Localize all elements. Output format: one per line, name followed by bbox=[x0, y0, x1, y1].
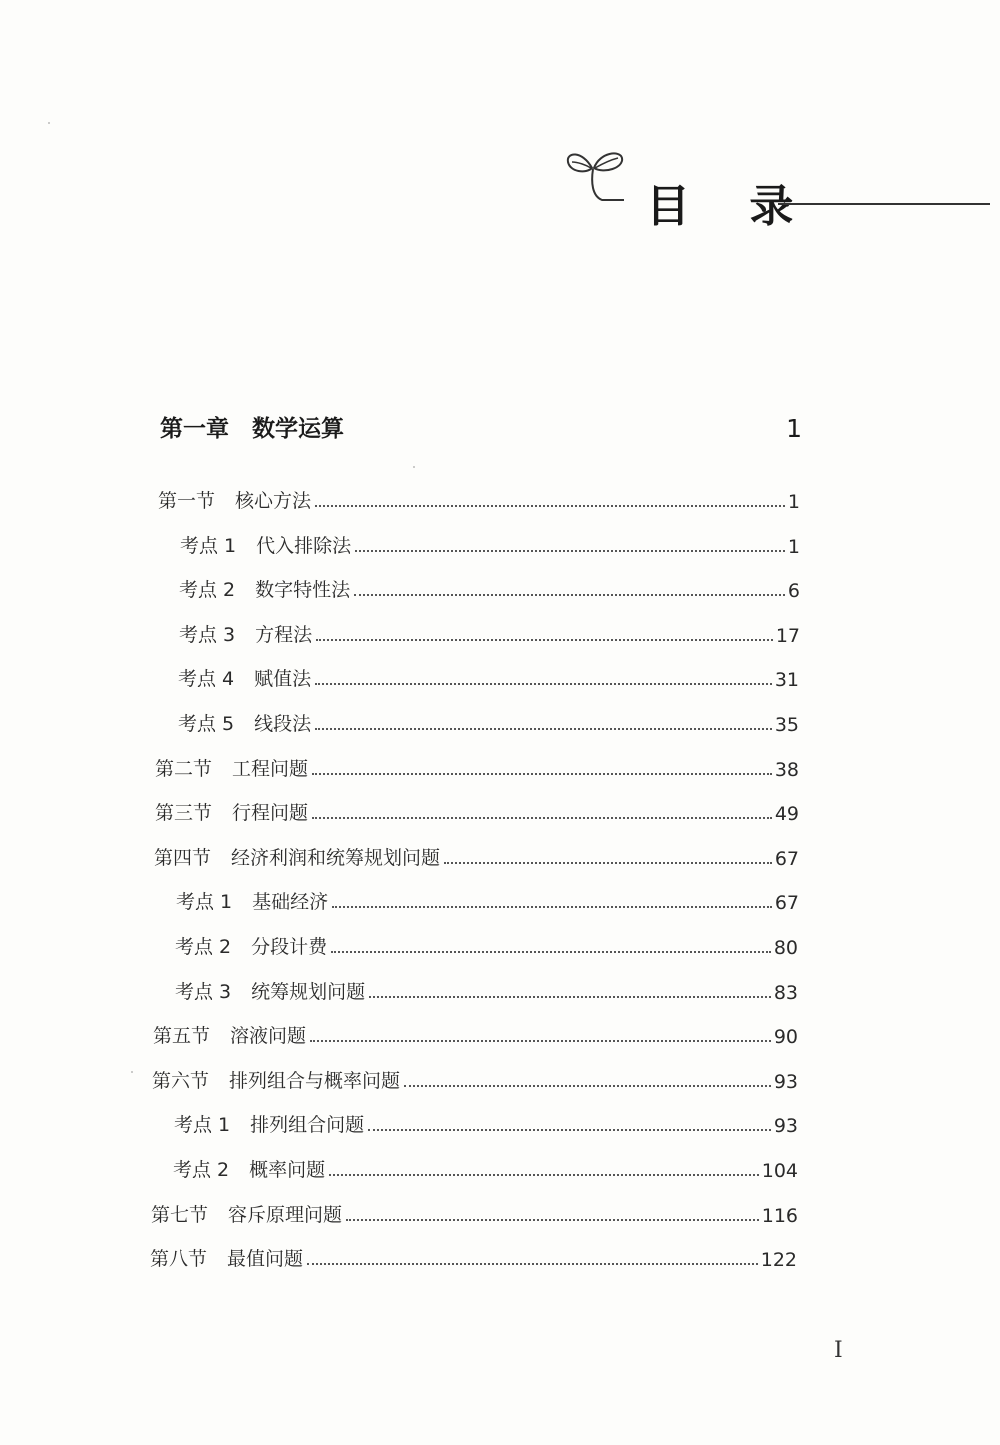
toc-page-number: 1 bbox=[787, 491, 800, 513]
toc-title: 基础经济 bbox=[252, 891, 329, 913]
toc-title: 概率问题 bbox=[249, 1159, 326, 1181]
toc-number: 考点 5 bbox=[178, 713, 235, 735]
toc-number: 第八节 bbox=[150, 1248, 208, 1270]
toc-title: 排列组合与概率问题 bbox=[229, 1070, 401, 1092]
chapter-page: 1 bbox=[786, 414, 802, 443]
toc-subsection-row bbox=[179, 572, 800, 602]
dot-leader bbox=[315, 505, 785, 507]
toc-title: 数字特性法 bbox=[255, 579, 351, 601]
toc-page-number: 104 bbox=[761, 1160, 798, 1182]
toc-title: 核心方法 bbox=[235, 490, 312, 512]
dot-leader bbox=[312, 773, 772, 775]
toc-page-number: 31 bbox=[774, 669, 799, 691]
toc-subsection-row bbox=[178, 661, 799, 691]
toc-number: 考点 1 bbox=[180, 535, 237, 557]
toc-title: 方程法 bbox=[255, 624, 313, 646]
toc-number: 考点 1 bbox=[176, 891, 233, 913]
toc-page-number: 116 bbox=[761, 1205, 798, 1227]
dot-leader bbox=[369, 996, 771, 998]
toc-title: 赋值法 bbox=[254, 668, 312, 690]
toc-number: 考点 3 bbox=[175, 981, 232, 1003]
toc-page-number: 80 bbox=[773, 937, 798, 959]
dot-leader bbox=[404, 1085, 771, 1087]
dot-leader bbox=[368, 1129, 771, 1131]
dot-leader bbox=[355, 550, 785, 552]
toc-page-number: 93 bbox=[773, 1071, 798, 1093]
toc-page-number: 6 bbox=[787, 580, 800, 602]
dot-leader bbox=[316, 639, 773, 641]
chapter-label: 第一章 数学运算 bbox=[160, 416, 344, 442]
toc-section-row bbox=[158, 483, 800, 513]
dot-leader bbox=[310, 1040, 771, 1042]
toc-number: 考点 3 bbox=[179, 624, 236, 646]
dot-leader bbox=[315, 683, 772, 685]
toc-page-number: 35 bbox=[774, 714, 799, 736]
toc-subsection-row bbox=[178, 706, 799, 736]
toc-title: 分段计费 bbox=[251, 936, 328, 958]
toc-subsection-row bbox=[179, 617, 800, 647]
toc-title: 线段法 bbox=[254, 713, 312, 735]
toc-number: 考点 2 bbox=[173, 1159, 230, 1181]
toc-page-number: 17 bbox=[775, 625, 800, 647]
dot-leader bbox=[329, 1174, 759, 1176]
dot-leader bbox=[331, 951, 771, 953]
toc-section-row bbox=[152, 1063, 798, 1093]
toc-page-number: 93 bbox=[773, 1115, 798, 1137]
dot-leader bbox=[354, 594, 785, 596]
toc-section-row bbox=[154, 840, 799, 870]
toc-number: 第二节 bbox=[155, 758, 213, 780]
toc-title: 经济利润和统筹规划问题 bbox=[231, 847, 441, 869]
toc-subsection-row bbox=[176, 884, 799, 914]
toc-number: 考点 2 bbox=[179, 579, 236, 601]
page-title: 目 录 bbox=[646, 181, 816, 232]
toc-title: 工程问题 bbox=[232, 758, 309, 780]
toc-number: 考点 1 bbox=[174, 1114, 231, 1136]
scan-speck bbox=[48, 122, 50, 124]
toc-subsection-row bbox=[175, 974, 798, 1004]
toc-number: 考点 4 bbox=[178, 668, 235, 690]
dot-leader bbox=[332, 906, 772, 908]
dot-leader bbox=[315, 728, 772, 730]
toc-number: 第五节 bbox=[153, 1025, 211, 1047]
dot-leader bbox=[307, 1263, 758, 1265]
toc-number: 第一节 bbox=[158, 490, 216, 512]
page-number: I bbox=[834, 1338, 843, 1363]
toc-section-row bbox=[155, 751, 799, 781]
toc-title: 最值问题 bbox=[227, 1248, 304, 1270]
toc-title: 溶液问题 bbox=[230, 1025, 307, 1047]
toc-number: 考点 2 bbox=[175, 936, 232, 958]
dot-leader bbox=[346, 1219, 759, 1221]
toc-page-number: 1 bbox=[787, 536, 800, 558]
toc-number: 第四节 bbox=[154, 847, 212, 869]
toc-page-number: 38 bbox=[774, 759, 799, 781]
toc-section-row bbox=[155, 795, 799, 825]
toc-page-number: 67 bbox=[774, 848, 799, 870]
scan-speck bbox=[131, 1071, 133, 1073]
toc-page-number: 67 bbox=[774, 892, 799, 914]
dot-leader bbox=[312, 817, 772, 819]
toc-subsection-row bbox=[175, 929, 798, 959]
toc-title: 代入排除法 bbox=[256, 535, 352, 557]
toc-number: 第六节 bbox=[152, 1070, 210, 1092]
toc-title: 容斥原理问题 bbox=[228, 1204, 343, 1226]
scan-speck bbox=[413, 466, 415, 468]
toc-subsection-row bbox=[173, 1152, 798, 1182]
toc-title: 统筹规划问题 bbox=[251, 981, 366, 1003]
toc-page-number: 49 bbox=[774, 803, 799, 825]
toc-section-row bbox=[150, 1241, 797, 1271]
toc-title: 排列组合问题 bbox=[250, 1114, 365, 1136]
toc-number: 第三节 bbox=[155, 802, 213, 824]
toc-title: 行程问题 bbox=[232, 802, 309, 824]
toc-subsection-row bbox=[174, 1107, 798, 1137]
toc-section-row bbox=[153, 1018, 798, 1048]
toc-page-number: 90 bbox=[773, 1026, 798, 1048]
toc-number: 第七节 bbox=[151, 1204, 209, 1226]
toc-page-number: 83 bbox=[773, 982, 798, 1004]
dot-leader bbox=[444, 862, 772, 864]
toc-subsection-row bbox=[180, 528, 800, 558]
toc-section-row bbox=[151, 1197, 798, 1227]
toc-page-number: 122 bbox=[760, 1249, 797, 1271]
